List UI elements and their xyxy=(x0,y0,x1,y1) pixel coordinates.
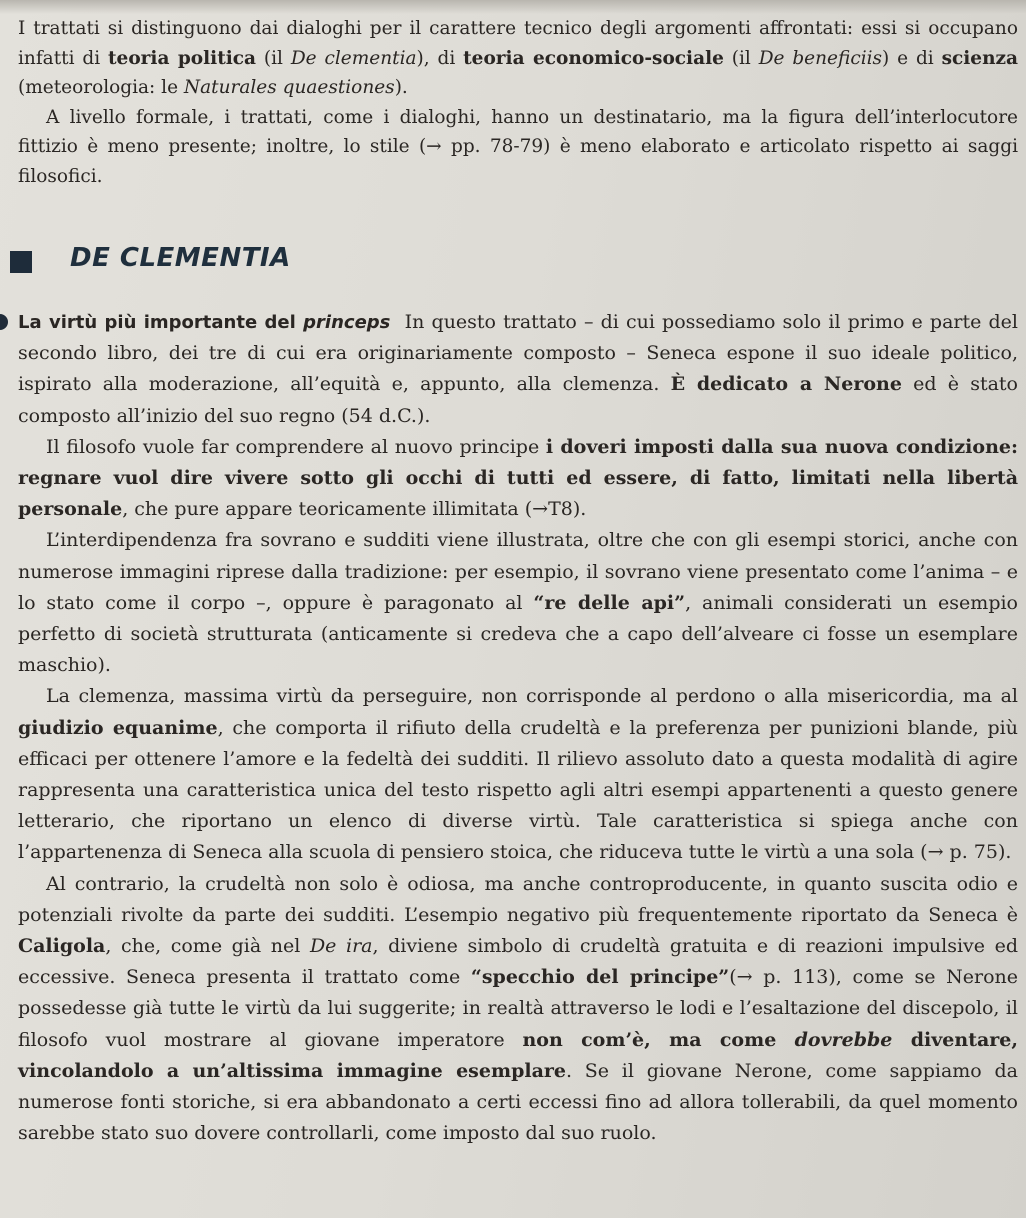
bold-term: teoria politica xyxy=(108,47,257,69)
text: In questo trattato – di cui possediamo solo il primo e parte del secondo libro, dei tre di cui era originariamente composto – Seneca espone il suo ideale politico, ispirato alla moderazione, all’equità e, appunto, alla clemenza. xyxy=(18,311,1018,396)
text: Il filosofo vuole far comprendere al nuovo principe xyxy=(46,435,546,458)
bold-term: scienza xyxy=(941,47,1019,69)
intro-paragraph-2: A livello formale, i trattati, come i dialoghi, hanno un destinatario, ma la figura dell’interlocutore fittizio è meno presente; inoltre, lo stile (→ pp. 78-79) è meno elaborato e articolato rispetto ai saggi filosofici. xyxy=(18,106,1018,187)
section-title: DE CLEMENTIA xyxy=(70,243,291,273)
bold-term: giudizio equanime xyxy=(18,716,218,739)
text: L’interdipendenza fra sovrano e sudditi viene illustrata, oltre che con gli esempi storici, anche con numerose immagini riprese dalla tradizione: per esempio, il sovrano viene presentato come l’anima – e lo stato come il corpo –, oppure è paragonato al xyxy=(18,529,1018,614)
text-column xyxy=(18,14,1018,1149)
text: , diviene simbolo di crudeltà gratuita e di reazioni impulsive ed eccessive. Seneca presenta il trattato come xyxy=(18,935,1018,989)
intro-paragraph-1 xyxy=(18,14,1018,103)
text: ed è stato composto all’inizio del suo regno (54 d.C.). xyxy=(18,373,1018,427)
bold-italic-text: dovrebbe xyxy=(794,1028,893,1051)
body-paragraph-2 xyxy=(18,432,1018,526)
text: , animali considerati un esempio perfetto di società strutturata (anticamente si credeva che a capo dell’alveare ci fosse un esemplare maschio). xyxy=(18,591,1018,677)
bold-text: diventare, vincolandolo a un’altissima immagine esemplare xyxy=(18,1028,1018,1082)
text: , che, come già nel xyxy=(105,935,310,958)
text: , che comporta il rifiuto della crudeltà e la preferenza per punizioni blande, più efficaci per ottenere l’amore e la fedeltà dei sudditi. Il rilievo assoluto dato a questa modalità di agire rappresenta una caratteristica unica del testo rispetto agli altri esempi appartenenti a questo genere letterario, che riportano un elenco di diverse virtù. Tale caratteristica si spiega anche con l’appartenenza di Seneca alla scuola di pensiero stoica, che riduceva tutte le virtù a una sola (→ p. 75). xyxy=(18,716,1018,864)
body-paragraph-1 xyxy=(18,307,1018,432)
text: ) e di xyxy=(882,47,942,69)
text: , che pure appare teoricamente illimitata (→T8). xyxy=(122,498,587,521)
text: (il xyxy=(723,47,759,69)
work-title: De ira xyxy=(309,935,373,958)
body-paragraph-5 xyxy=(18,869,1018,1150)
page-top-shadow xyxy=(0,0,1026,14)
text: (il xyxy=(256,47,291,69)
section-heading xyxy=(18,243,1018,277)
work-title: De beneficiis xyxy=(758,47,883,69)
body-section xyxy=(18,307,1018,1149)
text: . Se il giovane Nerone, come sappiamo da numerose fonti storiche, si era abbandonato a certi eccessi fino ad allora tollerabili, da quel momento sarebbe stato suo dovere controllarli, come imposto dal suo ruolo. xyxy=(18,1059,1018,1145)
body-paragraph-3 xyxy=(18,525,1018,681)
work-title: Naturales quaestiones xyxy=(183,77,395,98)
bold-term: i doveri imposti dalla sua nuova condizione: regnare vuol dire vivere sotto gli occhi di tutti ed essere, di fatto, limitati nella libertà personale xyxy=(18,435,1018,521)
subheading-italic: princeps xyxy=(303,312,391,333)
text: (→ p. 113), come se Nerone possedesse già tutte le virtù da lui suggerite; in realtà attraverso le lodi e l’esaltazione del discepolo, il filosofo vuol mostrare al giovane imperatore xyxy=(18,966,1018,1051)
bold-term: “specchio del principe” xyxy=(470,966,730,989)
work-title: De clementia xyxy=(290,47,417,69)
subheading-text: La virtù più importante del xyxy=(18,312,304,333)
bullet-icon xyxy=(0,314,8,330)
bold-term: È dedicato a Nerone xyxy=(670,373,902,396)
bold-text: non com’è, ma come xyxy=(522,1028,795,1051)
heading-square-icon xyxy=(10,251,32,273)
intro-section xyxy=(18,14,1018,191)
body-paragraph-4 xyxy=(18,681,1018,868)
text: I trattati si distinguono dai dialoghi per il carattere tecnico degli argomenti affrontati: essi si occupano infatti di xyxy=(18,18,1018,69)
text: La clemenza, massima virtù da perseguire, non corrisponde al perdono o alla misericordia, ma al xyxy=(46,685,1018,708)
bold-term: teoria economico-sociale xyxy=(463,47,724,69)
bold-term: “re delle api” xyxy=(533,591,686,614)
text: ). xyxy=(394,77,408,98)
text: (meteorologia: le xyxy=(18,77,184,98)
subheading xyxy=(18,312,390,333)
text: ), di xyxy=(416,47,464,69)
bold-term: Caligola xyxy=(18,935,106,958)
text: Al contrario, la crudeltà non solo è odiosa, ma anche controproducente, in quanto suscita odio e potenziali rivolte da parte dei sudditi. L’esempio negativo più frequentemente riportato da Seneca è xyxy=(18,872,1018,926)
